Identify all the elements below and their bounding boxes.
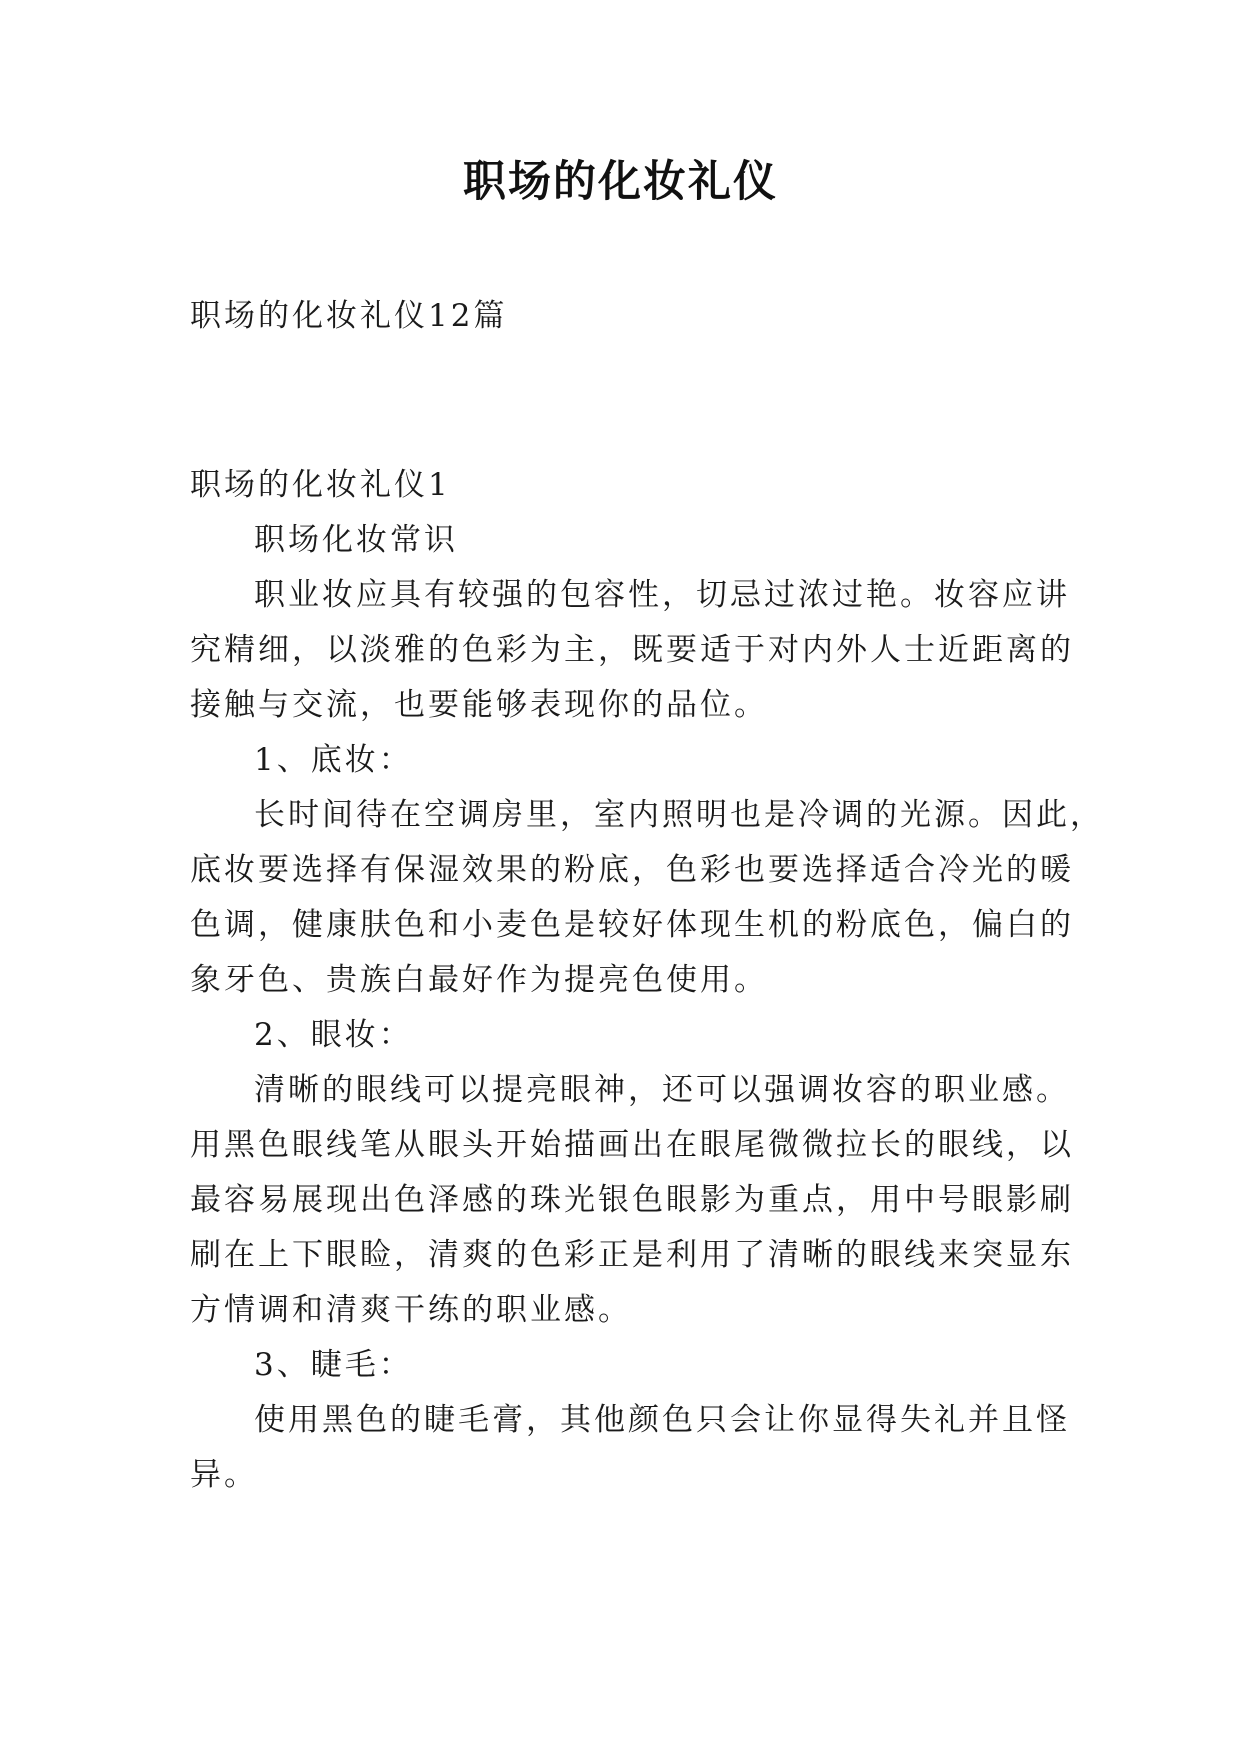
section-heading: 职场的化妆礼仪1 bbox=[190, 467, 451, 503]
document-subtitle: 职场的化妆礼仪12篇 bbox=[190, 298, 508, 334]
paragraph-line: 究精细，以淡雅的色彩为主，既要适于对内外人士近距离的 bbox=[190, 632, 1074, 668]
paragraph-line: 清晰的眼线可以提亮眼神，还可以强调妆容的职业感。 bbox=[254, 1072, 1070, 1108]
item-heading: 3、睫毛： bbox=[254, 1347, 413, 1383]
paragraph-line: 色调，健康肤色和小麦色是较好体现生机的粉底色，偏白的 bbox=[190, 907, 1074, 943]
item-heading: 1、底妆： bbox=[254, 742, 413, 778]
paragraph-line: 使用黑色的睫毛膏，其他颜色只会让你显得失礼并且怪 bbox=[254, 1402, 1070, 1438]
paragraph-line: 长时间待在空调房里，室内照明也是冷调的光源。因此， bbox=[254, 797, 1104, 833]
paragraph-line: 底妆要选择有保湿效果的粉底，色彩也要选择适合冷光的暖 bbox=[190, 852, 1074, 888]
paragraph-line: 最容易展现出色泽感的珠光银色眼影为重点，用中号眼影刷 bbox=[190, 1182, 1074, 1218]
paragraph-line: 用黑色眼线笔从眼头开始描画出在眼尾微微拉长的眼线，以 bbox=[190, 1127, 1074, 1163]
paragraph-line: 职业妆应具有较强的包容性，切忌过浓过艳。妆容应讲 bbox=[254, 577, 1070, 613]
paragraph-line: 异。 bbox=[190, 1457, 258, 1493]
paragraph-line: 刷在上下眼睑，清爽的色彩正是利用了清晰的眼线来突显东 bbox=[190, 1237, 1074, 1273]
item-heading: 2、眼妆： bbox=[254, 1017, 413, 1053]
paragraph-line: 象牙色、贵族白最好作为提亮色使用。 bbox=[190, 962, 768, 998]
paragraph-line: 方情调和清爽干练的职业感。 bbox=[190, 1292, 632, 1328]
subsection-heading: 职场化妆常识 bbox=[254, 522, 458, 558]
document-title: 职场的化妆礼仪 bbox=[463, 157, 778, 207]
paragraph-line: 接触与交流，也要能够表现你的品位。 bbox=[190, 687, 768, 723]
